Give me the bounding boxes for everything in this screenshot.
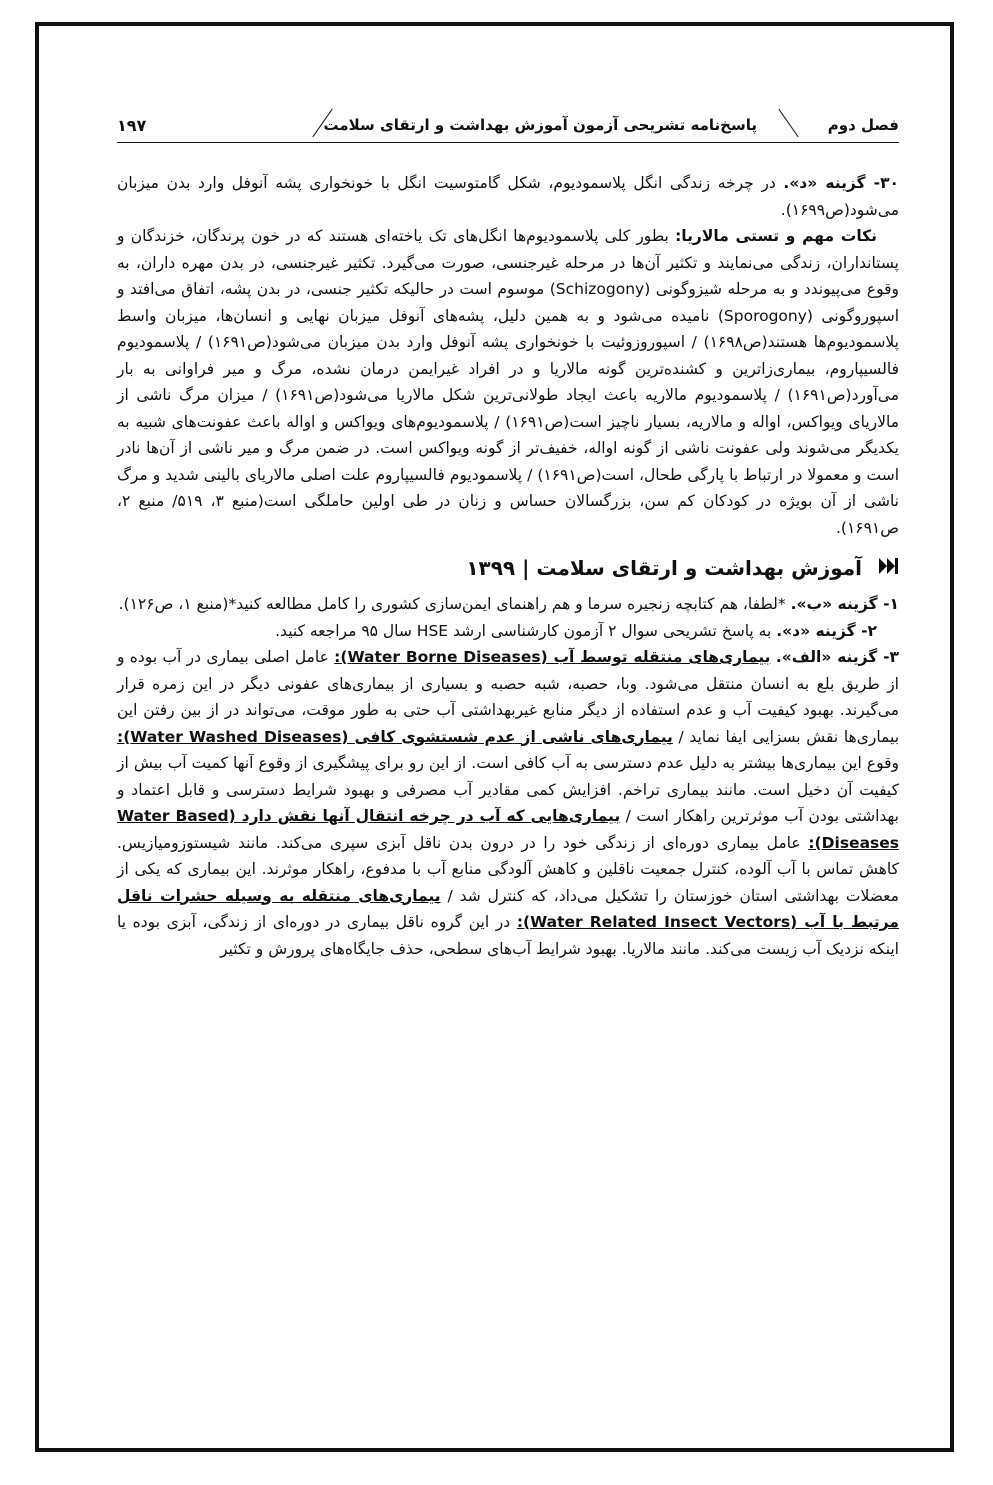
answer-text: به پاسخ تشریحی سوال ۲ آزمون کارشناسی ارشد HSE سال ۹۵ مراجعه کنید. [275, 621, 772, 640]
fast-backward-icon [877, 551, 899, 585]
subtopic-text: در این گروه ناقل بیماری در دوره‌ای از زندگی، آبزی بوده یا اینکه نزدیک آب زیست می‌کند. مانند مالاریا. بهبود شرایط آب‌های سطحی، حذف جایگاه‌های پرورش و تکثیر [117, 913, 899, 958]
page-content [117, 170, 899, 962]
subtopic-text: وقوع این بیماری‌ها بیشتر به دلیل عدم دسترسی به آب کافی است. از این رو برای پیشگیری از وقوع آنها کمیت آب بیش از کیفیت آن دخیل است. مانند بیماری تراخم. افزایش کمی مقادیر آب مصرفی و بهبود شرایط دسترسی و قابل اعتماد و بهداشتی بودن آب موثرترین راهکار است / [117, 754, 899, 825]
header-title: پاسخ‌نامه تشریحی آزمون آموزش بهداشت و ارتقای سلامت [323, 116, 757, 134]
answer-text: *لطفا، هم کتابچه زنجیره سرما و هم راهنمای ایمن‌سازی کشوری را کامل مطالعه کنید*(منبع ۱، ص۱۲۶). [118, 595, 786, 613]
page-number: ۱۹۷ [117, 116, 147, 135]
notes-paragraph [117, 223, 899, 541]
answer-1 [117, 591, 899, 618]
page-header [117, 112, 899, 143]
answer-30 [117, 170, 899, 223]
answer-number: ۳۰- گزینه «د». [783, 174, 899, 192]
answer-2 [117, 618, 899, 645]
subtopic-text: عامل بیماری دوره‌ای از زندگی خود را در درون بدن ناقل آبزی سپری می‌کند. مانند شیستوزومیازیس. کاهش تماس با آب آلوده، کنترل جمعیت ناقلین و کاهش آلودگی منابع آب با مدفوع، راهکار موثرند. این بیماری که یکی از معضلات بهداشتی استان خوزستان را تشکیل می‌داد، که کنترل شد / [117, 833, 899, 905]
notes-title: نکات مهم و تستی مالاریا: [675, 227, 877, 245]
section-heading [117, 551, 899, 585]
answer-text: در چرخه زندگی انگل پلاسمودیوم، شکل گامتوسیت انگل با خونخواری پشه آنوفل وارد بدن میزبان می‌شود(ص۱۶۹۹). [117, 174, 899, 219]
header-divider [778, 109, 798, 137]
subtopic-title: بیماری‌های منتقله به وسیله حشرات ناقل مرتبط با آب (Water Related Insect Vectors): [117, 886, 899, 931]
section-title: آموزش بهداشت و ارتقای سلامت | ۱۳۹۹ [466, 556, 863, 580]
subtopic-text: عامل اصلی بیماری در آب بوده و از طریق بلع به انسان منتقل می‌شود. وبا، حصبه، شبه حصبه و بسیاری از بیماری‌های عفونی دیگر در این زمره قرار می‌گیرند. بهبود کیفیت آب و عدم استفاده از دیگر منابع غیربهداشتی آب حتی به طور موقت، می‌تواند در از بین رفتن این بیماری‌ها نقش بسزایی ایفا نماید / [117, 648, 900, 746]
answer-3 [117, 644, 899, 962]
subtopic-title: بیماری‌هایی که آب در چرخه انتقال آنها نقش دارد (Water Based Diseases): [117, 807, 899, 852]
answer-number: ۳- گزینه «الف». [775, 648, 900, 666]
notes-text: بطور کلی پلاسمودیوم‌ها انگل‌های تک یاخته‌ای هستند که در خون پرندگان، خزندگان و پستانداران، زندگی می‌نمایند و تکثیر آن‌ها در مرحله غیرجنسی، صورت می‌گیرد. تکثیر غیرجنسی، در بدن مهره داران، به وقوع می‌پیوندد و به مرحله شیزوگونی (Schizogony) موسوم است در حالیکه تکثیر جنسی، در بدن پشه، اتفاق می‌افتد و اسپوروگونی (Sporogony) نامیده می‌شود و به همین دلیل، پشه‌های آنوفل میزبان نهایی و انسان‌ها، میزبان واسط پلاسمودیوم‌ها هستند(ص۱۶۹۸) / اسپوروزوئیت با خونخواری پشه آنوفل وارد بدن میزبان می‌شود(ص۱۶۹۱) / پلاسمودیوم فالسیپاروم، بیماری‌زاترین و کشنده‌ترین گونه مالاریا و در افراد غیرایمن درمان نشده، مرگ و میر فراوانی به بار می‌آورد(ص۱۶۹۱) / پلاسمودیوم مالاریه باعث ایجاد طولانی‌ترین شکل مالاریا می‌شود(ص۱۶۹۱) / میزان مرگ ناشی از مالاریای ویواکس، اواله و مالاریه، بسیار ناچیز است(ص۱۶۹۱) / پلاسمودیوم‌های ویواکس و اواله باعث عفونت‌های شبیه به یکدیگر می‌شوند ولی عفونت ناشی از گونه اواله، خفیف‌تر از گونه ویواکس است. در ضمن مرگ و میر ناشی از آن‌ها نادر است و معمولا در ارتباط با پارگی طحال، است(ص۱۶۹۱) / پلاسمودیوم فالسیپاروم علت اصلی مالاریای بالینی شدید و مرگ ناشی از آن بویژه در کودکان کم سن، بزرگسالان حساس و زنان در طی اولین حاملگی است(منبع ۳، ۵۱۹/ منبع ۲، ص۱۶۹۱). [117, 227, 899, 537]
subtopic-title: بیماری‌های ناشی از عدم شستشوی کافی (Water Washed Diseases): [117, 727, 673, 746]
chapter-label: فصل دوم [827, 116, 899, 134]
answer-number: ۲- گزینه «د». [776, 621, 877, 640]
subtopic-title: بیماری‌های منتقله توسط آب (Water Borne Diseases): [334, 648, 771, 666]
answer-number: ۱- گزینه «ب». [790, 595, 899, 613]
